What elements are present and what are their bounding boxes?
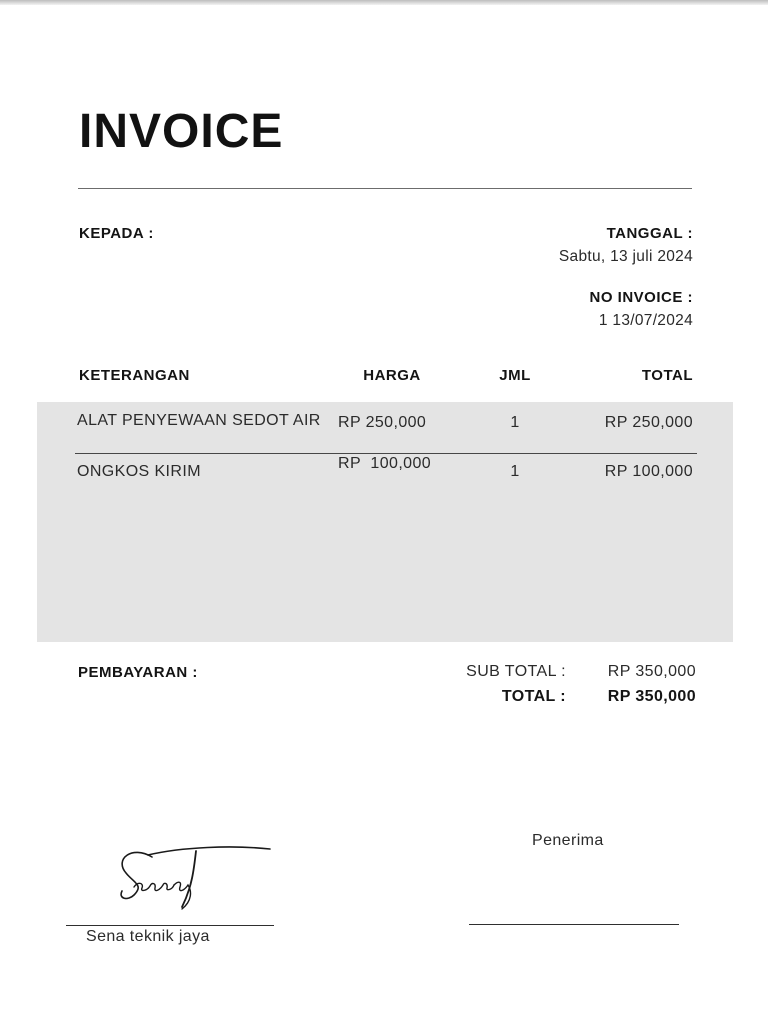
title-divider: [78, 188, 692, 189]
recipient-label: KEPADA :: [79, 225, 154, 242]
column-header-price: HARGA: [363, 367, 421, 384]
table-row-1-total: RP 250,000: [604, 414, 693, 431]
items-table-body: [37, 402, 733, 642]
sender-signature: [112, 835, 282, 915]
date-value: Sabtu, 13 juli 2024: [558, 248, 693, 265]
invoice-title: INVOICE: [79, 105, 284, 158]
payment-label: PEMBAYARAN :: [78, 664, 198, 681]
column-header-description: KETERANGAN: [79, 367, 190, 384]
column-header-qty: JML: [499, 367, 531, 384]
sender-signature-line: [66, 925, 274, 926]
table-row-2-description: ONGKOS KIRIM: [77, 463, 201, 480]
receiver-label: Penerima: [532, 832, 604, 849]
table-row-2-qty: 1: [510, 463, 520, 480]
table-row-2-price: RP 100,000: [338, 455, 432, 472]
top-edge-shadow: [0, 0, 768, 5]
table-row-1-price: RP 250,000: [338, 414, 427, 431]
table-row-1-qty: 1: [510, 414, 520, 431]
table-row-divider: [75, 453, 697, 454]
total-value: RP 350,000: [607, 688, 696, 705]
date-label: TANGGAL :: [606, 225, 693, 242]
table-row-1-description: ALAT PENYEWAAN SEDOT AIR: [77, 412, 321, 429]
sender-name: Sena teknik jaya: [86, 928, 210, 945]
total-label: TOTAL :: [501, 688, 566, 705]
column-header-total: TOTAL: [641, 367, 693, 384]
invoice-number-label: NO INVOICE :: [589, 289, 693, 306]
receiver-signature-line: [469, 924, 679, 925]
invoice-number-value: 1 13/07/2024: [598, 312, 693, 329]
table-row-2-total: RP 100,000: [604, 463, 693, 480]
subtotal-value: RP 350,000: [607, 663, 696, 680]
subtotal-label: SUB TOTAL :: [466, 663, 566, 680]
